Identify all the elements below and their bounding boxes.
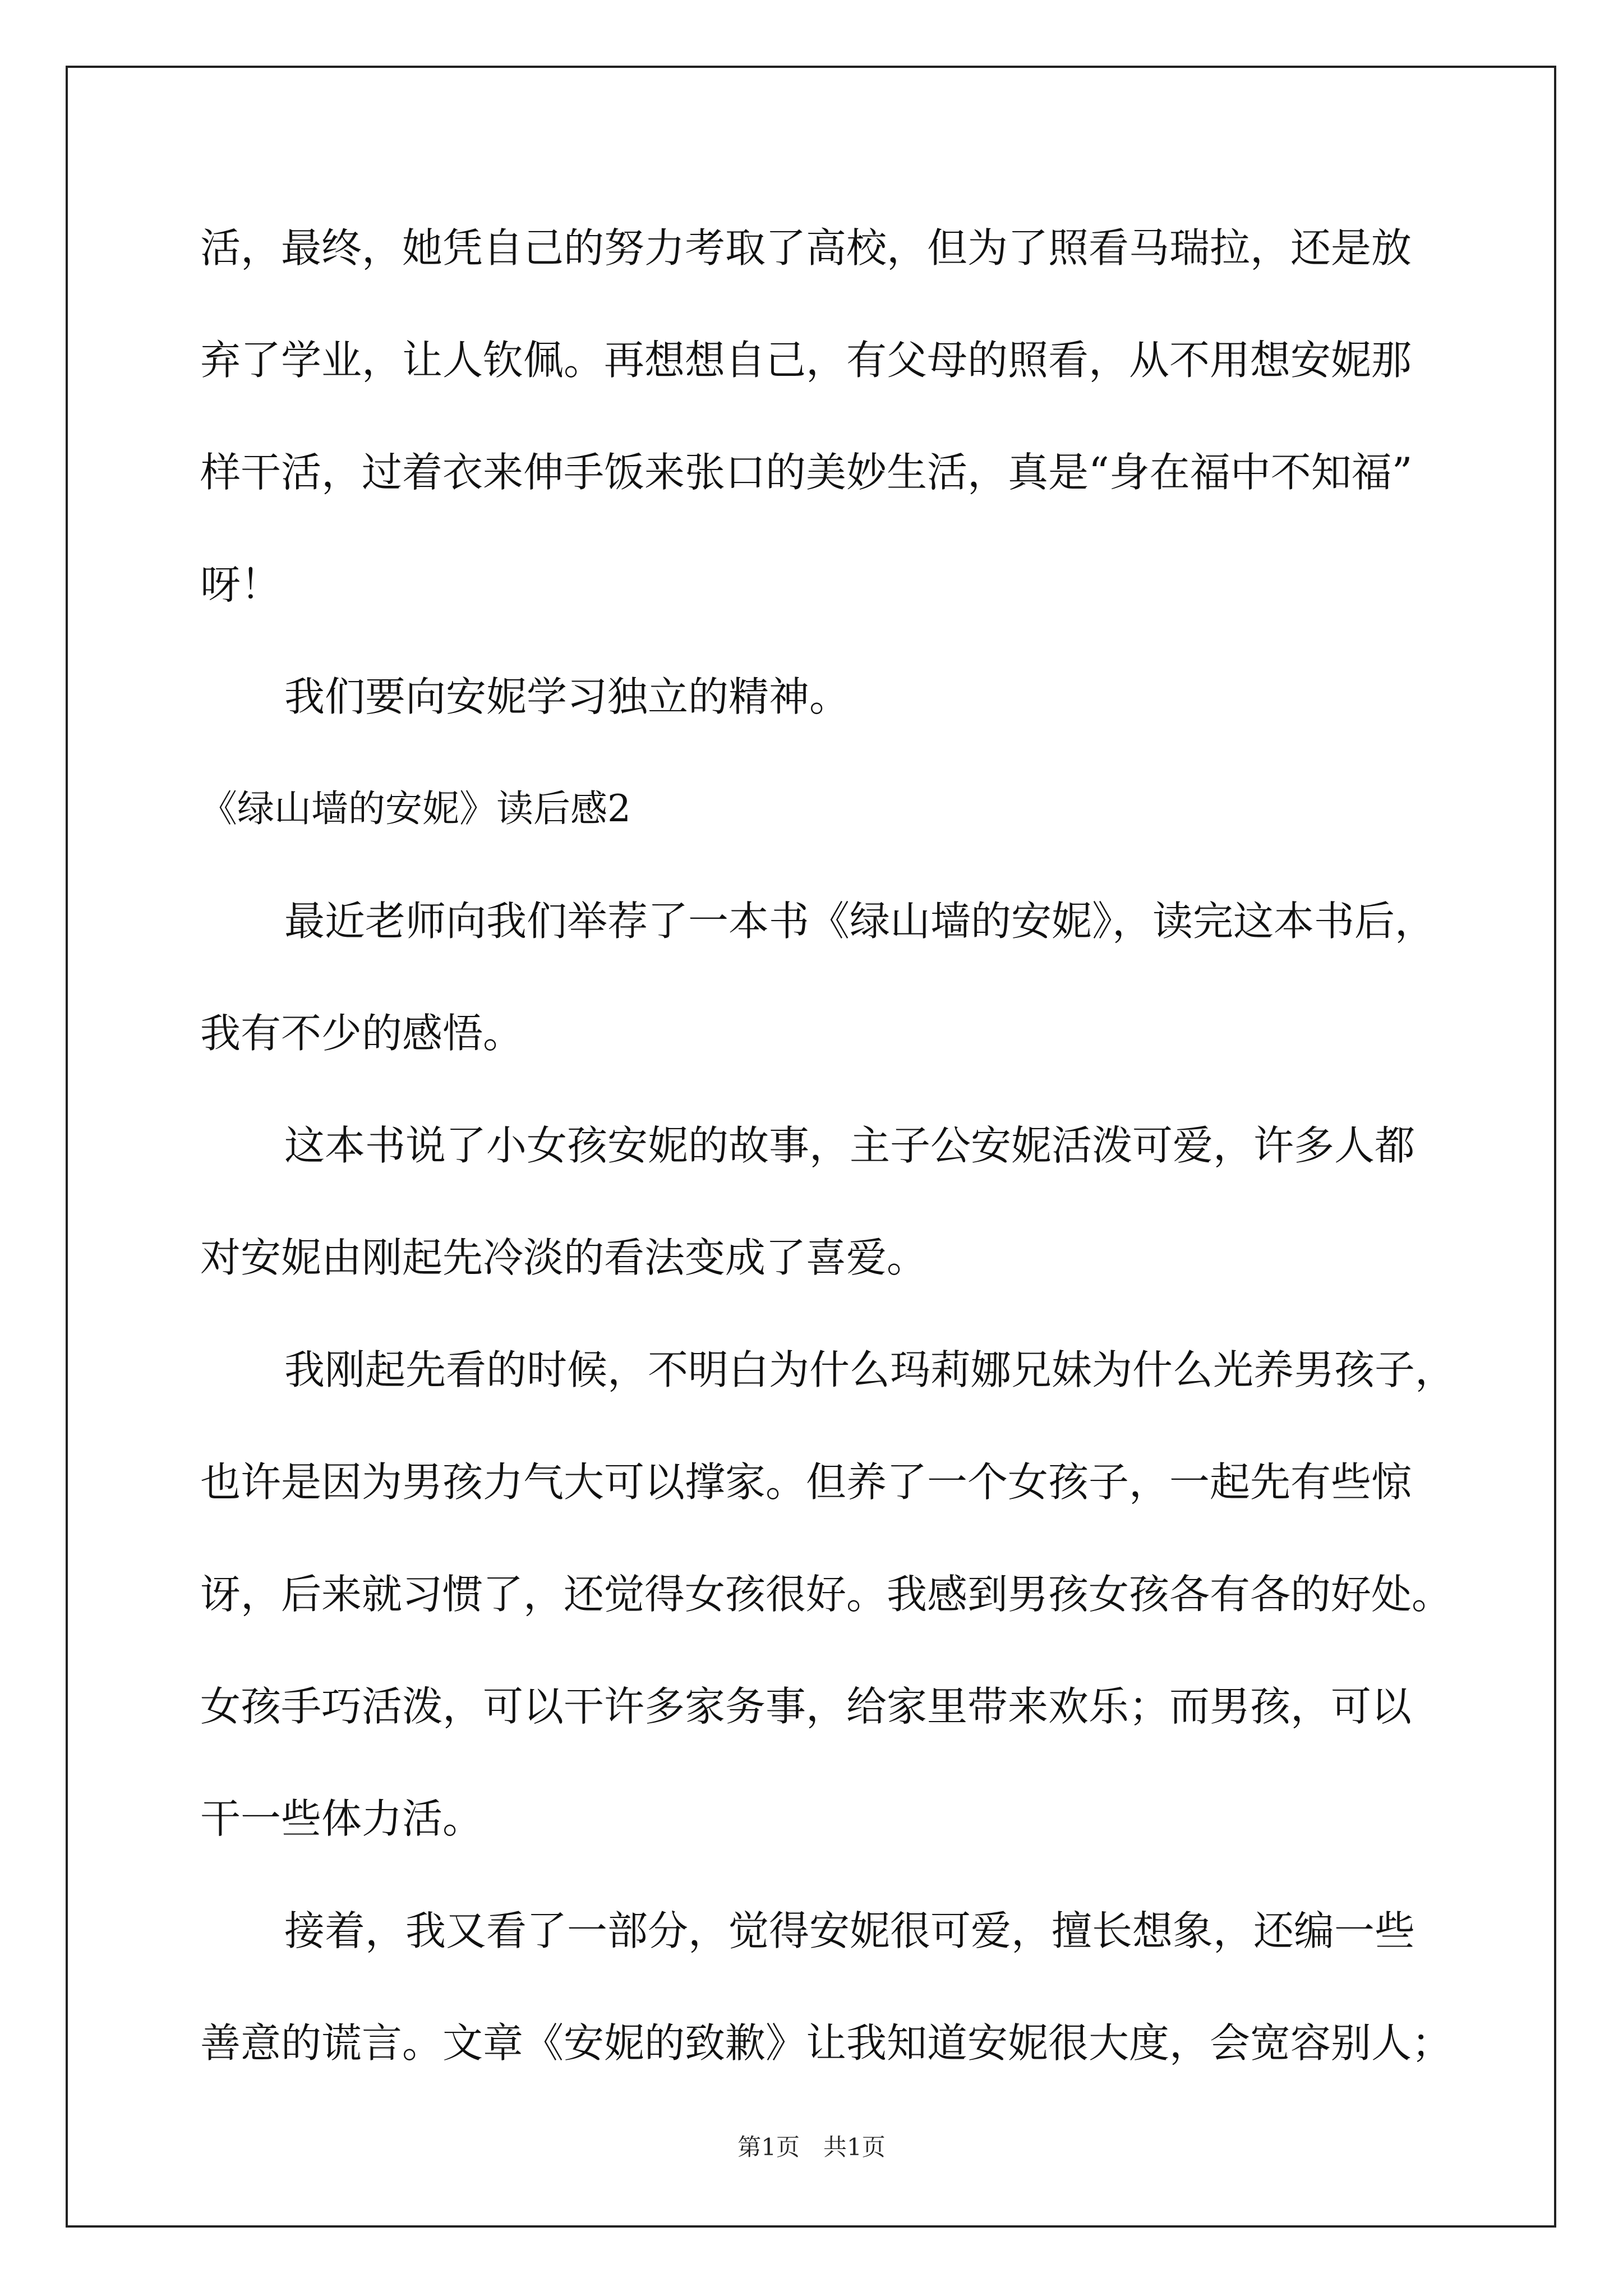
paragraph-line: 对安妮由刚起先冷淡的看法变成了喜爱。 — [200, 1234, 928, 1281]
paragraph-line: 干一些体力活。 — [200, 1795, 483, 1842]
paragraph-line: 女孩手巧活泼，可以干许多家务事，给家里带来欢乐；而男孩，可以 — [200, 1683, 1412, 1730]
paragraph-line: 样干活，过着衣来伸手饭来张口的美妙生活，真是“身在福中不知福” — [200, 449, 1413, 496]
paragraph-line: 我刚起先看的时候，不明白为什么玛莉娜兄妹为什么光养男孩子， — [284, 1346, 1456, 1393]
paragraph-line: 我们要向安妮学习独立的精神。 — [284, 673, 850, 720]
paragraph-line: 我有不少的感悟。 — [200, 1010, 524, 1057]
paragraph-line: 善意的谎言。文章《安妮的致歉》让我知道安妮很大度，会宽容别人； — [200, 2019, 1453, 2067]
section-heading: 《绿山墙的安妮》读后感2 — [200, 787, 631, 830]
paragraph-line: 这本书说了小女孩安妮的故事，主子公安妮活泼可爱，许多人都 — [284, 1122, 1415, 1169]
page-footer: 第1页 共1页 — [737, 2133, 886, 2161]
paragraph-line: 接着，我又看了一部分，觉得安妮很可爱，擅长想象，还编一些 — [284, 1907, 1415, 1954]
paragraph-line: 弃了学业，让人钦佩。再想想自己，有父母的照看，从不用想安妮那 — [200, 337, 1412, 384]
paragraph-line: 活，最终，她凭自己的努力考取了高校，但为了照看马瑞拉，还是放 — [200, 224, 1412, 272]
paragraph-line: 也许是因为男孩力气大可以撑家。但养了一个女孩子，一起先有些惊 — [200, 1458, 1412, 1506]
paragraph-line: 呀！ — [200, 561, 282, 608]
paragraph-line: 最近老师向我们举荐了一本书《绿山墙的安妮》，读完这本书后， — [284, 898, 1436, 945]
paragraph-line: 讶，后来就习惯了，还觉得女孩很好。我感到男孩女孩各有各的好处。 — [200, 1571, 1453, 1618]
